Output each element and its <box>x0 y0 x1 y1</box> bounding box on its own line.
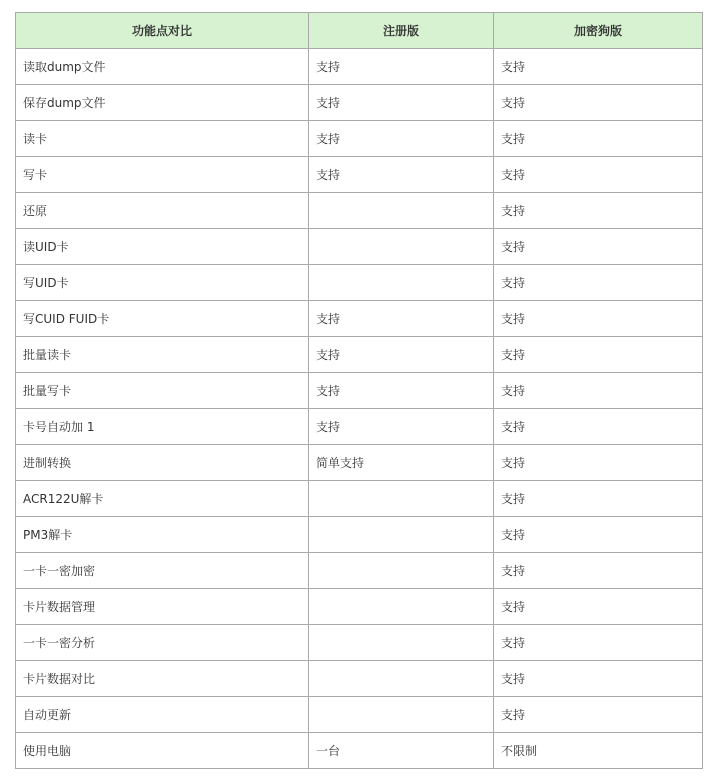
feature-cell: 使用电脑 <box>16 733 309 769</box>
registered-edition-cell: 支持 <box>309 49 494 85</box>
table-row <box>16 49 703 85</box>
table-row <box>16 661 703 697</box>
feature-cell: 读取dump文件 <box>16 49 309 85</box>
registered-edition-cell: 支持 <box>309 85 494 121</box>
dongle-edition-cell: 支持 <box>494 445 703 481</box>
feature-cell: PM3解卡 <box>16 517 309 553</box>
registered-edition-cell: 一台 <box>309 733 494 769</box>
table-row <box>16 733 703 769</box>
dongle-edition-cell: 支持 <box>494 517 703 553</box>
table-row <box>16 121 703 157</box>
table-row <box>16 337 703 373</box>
comparison-table-container <box>15 12 703 769</box>
dongle-edition-cell: 支持 <box>494 337 703 373</box>
feature-cell: 写卡 <box>16 157 309 193</box>
dongle-edition-cell: 支持 <box>494 121 703 157</box>
table-row <box>16 589 703 625</box>
table-row <box>16 265 703 301</box>
registered-edition-cell <box>309 553 494 589</box>
registered-edition-cell: 简单支持 <box>309 445 494 481</box>
registered-edition-cell <box>309 481 494 517</box>
table-row <box>16 697 703 733</box>
dongle-edition-cell: 支持 <box>494 373 703 409</box>
header-dongle-edition: 加密狗版 <box>494 13 703 49</box>
registered-edition-cell <box>309 265 494 301</box>
dongle-edition-cell: 支持 <box>494 157 703 193</box>
registered-edition-cell <box>309 193 494 229</box>
registered-edition-cell: 支持 <box>309 373 494 409</box>
feature-cell: 批量写卡 <box>16 373 309 409</box>
dongle-edition-cell: 支持 <box>494 49 703 85</box>
registered-edition-cell: 支持 <box>309 409 494 445</box>
dongle-edition-cell: 支持 <box>494 553 703 589</box>
registered-edition-cell <box>309 517 494 553</box>
feature-cell: 读卡 <box>16 121 309 157</box>
dongle-edition-cell: 支持 <box>494 661 703 697</box>
dongle-edition-cell: 支持 <box>494 697 703 733</box>
dongle-edition-cell: 支持 <box>494 301 703 337</box>
feature-cell: 卡片数据管理 <box>16 589 309 625</box>
registered-edition-cell <box>309 697 494 733</box>
table-row <box>16 229 703 265</box>
registered-edition-cell: 支持 <box>309 157 494 193</box>
feature-comparison-table <box>15 12 703 769</box>
table-row <box>16 553 703 589</box>
registered-edition-cell: 支持 <box>309 121 494 157</box>
table-row <box>16 517 703 553</box>
registered-edition-cell <box>309 229 494 265</box>
registered-edition-cell <box>309 661 494 697</box>
feature-cell: 进制转换 <box>16 445 309 481</box>
feature-cell: 一卡一密分析 <box>16 625 309 661</box>
table-row <box>16 85 703 121</box>
feature-cell: 写UID卡 <box>16 265 309 301</box>
table-row <box>16 193 703 229</box>
dongle-edition-cell: 支持 <box>494 229 703 265</box>
header-registered-edition: 注册版 <box>309 13 494 49</box>
table-row <box>16 157 703 193</box>
dongle-edition-cell: 支持 <box>494 85 703 121</box>
dongle-edition-cell: 支持 <box>494 481 703 517</box>
feature-cell: 卡号自动加 1 <box>16 409 309 445</box>
registered-edition-cell <box>309 625 494 661</box>
dongle-edition-cell: 支持 <box>494 265 703 301</box>
table-row <box>16 409 703 445</box>
registered-edition-cell <box>309 589 494 625</box>
feature-cell: 自动更新 <box>16 697 309 733</box>
table-row <box>16 481 703 517</box>
feature-cell: ACR122U解卡 <box>16 481 309 517</box>
feature-cell: 卡片数据对比 <box>16 661 309 697</box>
dongle-edition-cell: 支持 <box>494 589 703 625</box>
feature-cell: 一卡一密加密 <box>16 553 309 589</box>
dongle-edition-cell: 支持 <box>494 193 703 229</box>
header-feature: 功能点对比 <box>16 13 309 49</box>
table-row <box>16 445 703 481</box>
dongle-edition-cell: 不限制 <box>494 733 703 769</box>
registered-edition-cell: 支持 <box>309 301 494 337</box>
dongle-edition-cell: 支持 <box>494 409 703 445</box>
feature-cell: 写CUID FUID卡 <box>16 301 309 337</box>
feature-cell: 保存dump文件 <box>16 85 309 121</box>
registered-edition-cell: 支持 <box>309 337 494 373</box>
table-body <box>16 49 703 769</box>
feature-cell: 批量读卡 <box>16 337 309 373</box>
table-header-row <box>16 13 703 49</box>
dongle-edition-cell: 支持 <box>494 625 703 661</box>
table-row <box>16 373 703 409</box>
table-row <box>16 301 703 337</box>
feature-cell: 读UID卡 <box>16 229 309 265</box>
feature-cell: 还原 <box>16 193 309 229</box>
table-row <box>16 625 703 661</box>
